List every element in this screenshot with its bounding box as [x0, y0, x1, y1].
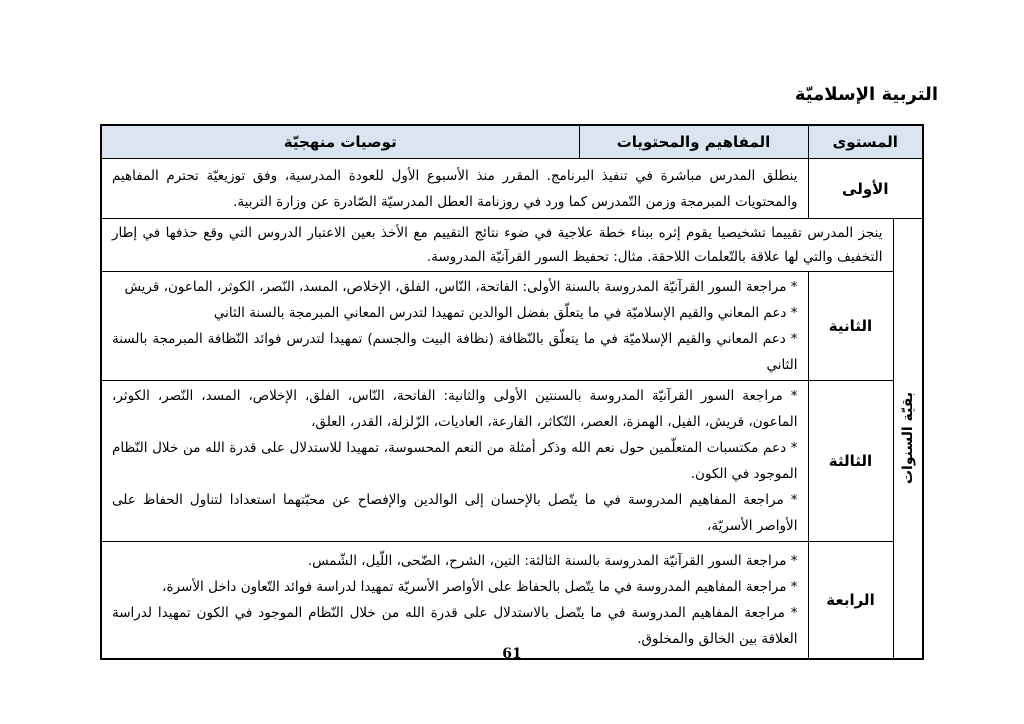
page-number: 61 [502, 646, 522, 662]
content-cell-first: ينطلق المدرس مباشرة في تنفيذ البرنامج. المقرر منذ الأسبوع الأول للعودة المدرسية، وفق توزيعيّة تحترم المفاهيم والمحتويات المبرمجة وزمن التّمدرس كما ورد في روزنامة العطل المدرسيّة الصّادرة عن وزارة التربية. [101, 159, 808, 219]
side-label-cell [893, 219, 923, 659]
side-label-rest-of-years: بقيّة السنوات [899, 392, 916, 485]
bullet-item: * دعم المعاني والقيم الإسلاميّة في ما يتعلّق بالنّظافة (نظافة البيت والجسم) تمهيدا لتدرس فوائد النّظافة المبرمجة بالسنة الثاني [112, 331, 798, 373]
table-row-third-year [101, 381, 923, 542]
curriculum-table [100, 124, 924, 660]
level-cell-fourth: الرابعة [808, 542, 893, 659]
content-cell-fourth [101, 542, 808, 659]
table-row-fourth-year [101, 542, 923, 659]
header-cell-level: المستوى [808, 125, 923, 159]
bullet-item: * مراجعة المفاهيم المدروسة في ما يتّصل بالحفاظ على الأواصر الأسريّة تمهيدا لدراسة فوائد التّعاون داخل الأسرة، [162, 578, 798, 595]
bullet-item: * مراجعة المفاهيم المدروسة في ما يتّصل بالاستدلال على قدرة الله من خلال النّظام الموجود في الكون تمهيدا لدراسة العلاقة بين الخالق والمخلوق. [112, 604, 798, 647]
table-header-row [101, 125, 923, 159]
content-cell-second [101, 272, 808, 381]
bullet-item: * مراجعة السور القرآنيّة المدروسة بالسنة الثالثة: التين، الشرح، الضّحى، اللّيل، الشّمس. [307, 552, 798, 569]
level-cell-first: الأولى [808, 159, 923, 219]
bullet-item: * مراجعة المفاهيم المدروسة في ما يتّصل بالإحسان إلى الوالدين والإفصاح عن محبّتهما استعدادا لتناول الحفاظ على الأواصر الأسريّة، [112, 492, 798, 534]
bullet-item: * دعم المعاني والقيم الإسلاميّة في ما يتعلّق بفضل الوالدين تمهيدا لتدرس المعاني المبرمجة بالسنة الثاني [213, 305, 798, 321]
table-row-first-year [101, 159, 923, 219]
content-cell-band: ينجز المدرس تقييما تشخيصيا يقوم إثره ببناء خطة علاجية في ضوء نتائج التقييم مع الأخذ بعين الاعتبار الدروس التي وقع حذفها في إطار التخفيف والتي لها علاقة بالتّعلمات اللاحقة. مثال: تحفيظ السور القرآنيّة المدروسة. [101, 219, 893, 272]
content-cell-third [101, 381, 808, 542]
table-row-second-year [101, 272, 923, 381]
header-cell-recommendations: توصيات منهجيّة [101, 125, 579, 159]
page-title: التربية الإسلاميّة [794, 84, 938, 105]
bullet-item: * مراجعة السور القرآنيّة المدروسة بالسنتين الأولى والثانية: الفاتحة، النّاس، الفلق، الإخلاص، المسد، النّصر، الكوثر، الماعون، قريش، الفيل، الهمزة، العصر، التّكاثر، القارعة، العاديات، الزّلزلة، القدر، العلق، [112, 388, 798, 430]
bullet-item: * مراجعة السور القرآنيّة المدروسة بالسنة الأولى: الفاتحة، النّاس، الفلق، الإخلاص، المسد، النّصر، الكوثر، الماعون، قريش [124, 279, 798, 295]
bullet-item: * دعم مكتسبات المتعلّمين حول نعم الله وذكر أمثلة من النعم المحسوسة، تمهيدا للاستدلال على قدرة الله من خلال النّظام الموجود في الكون. [112, 440, 798, 482]
level-cell-third: الثالثة [808, 381, 893, 542]
header-cell-concepts: المفاهيم والمحتويات [579, 125, 808, 159]
level-cell-second: الثانية [808, 272, 893, 381]
table-row-diagnostic-band [101, 219, 923, 272]
